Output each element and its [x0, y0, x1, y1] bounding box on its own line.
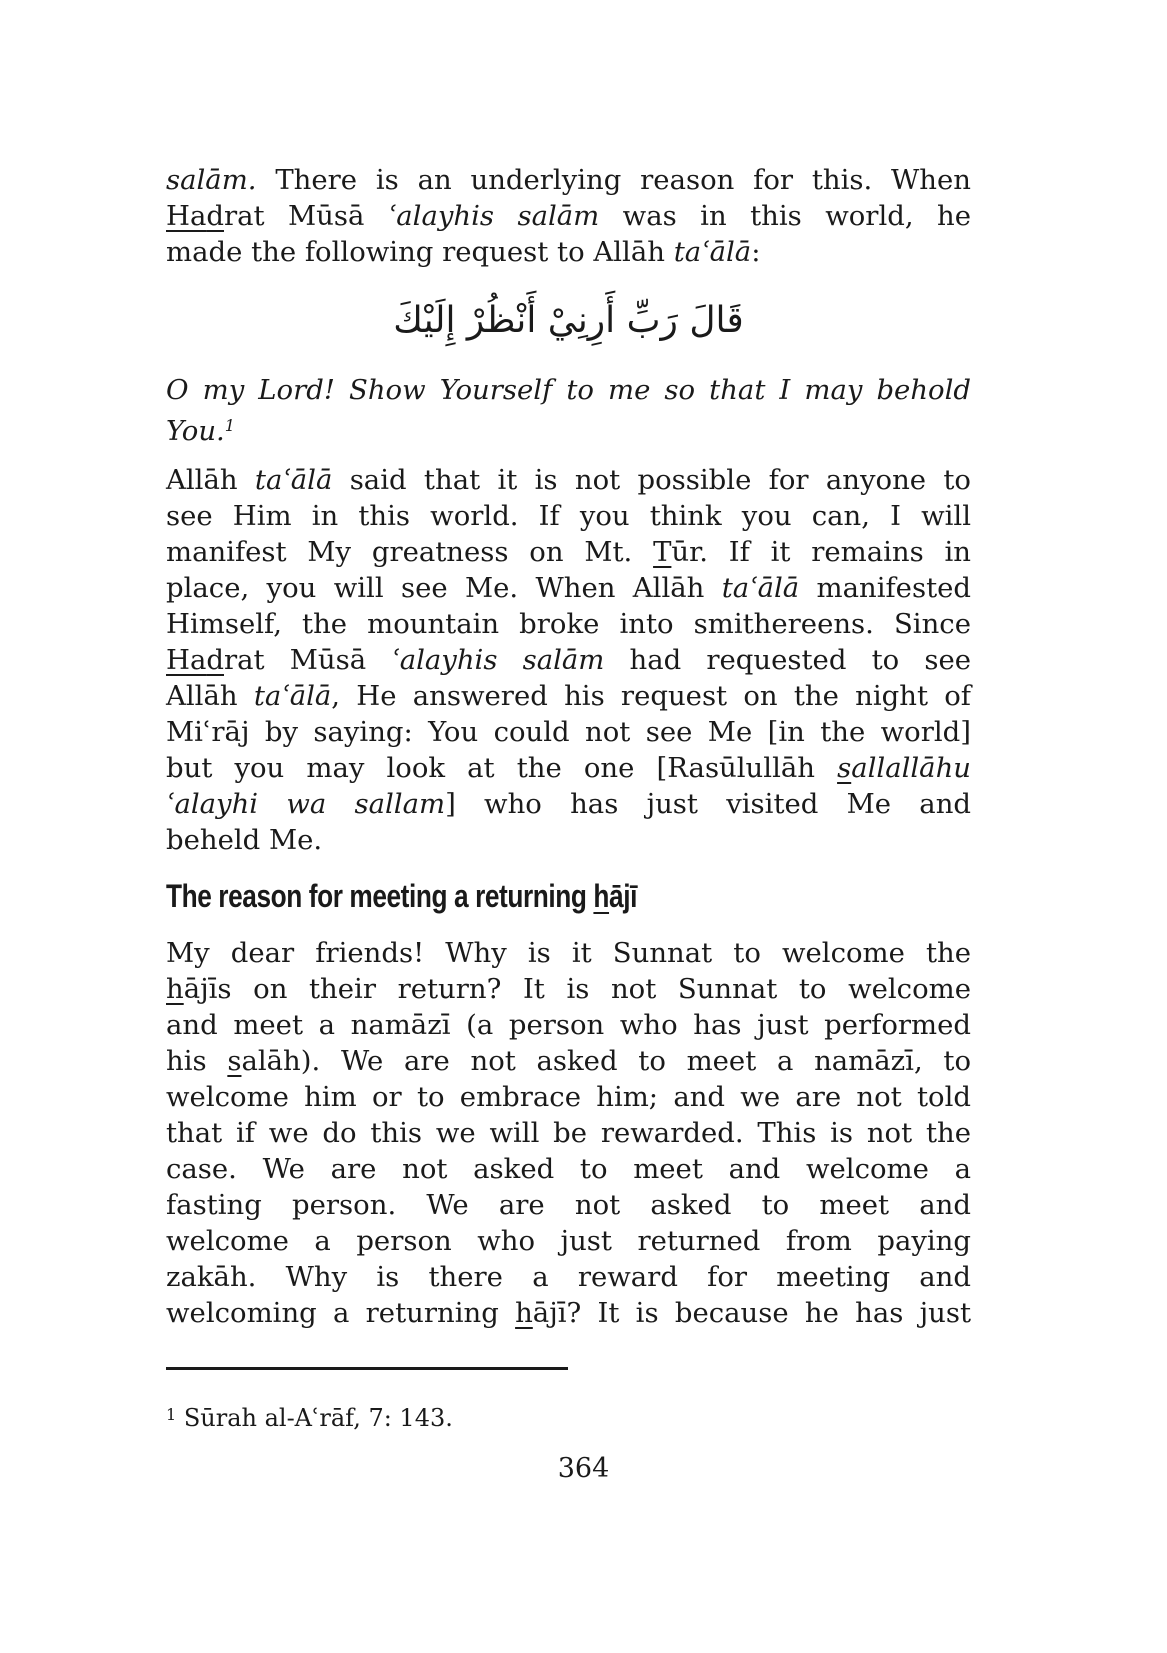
text-run: rat Mūsā [224, 644, 392, 676]
underlined-letter: h [515, 1297, 533, 1329]
text-line: beheld Me. [166, 824, 323, 856]
text-run: The reason for meeting a returning [166, 878, 594, 914]
text-run: manifested [799, 572, 972, 604]
italic-term: ʿalayhis salām [391, 644, 605, 676]
page-number: 364 [557, 1453, 610, 1484]
italic-term: taʿālā [254, 464, 333, 496]
underlined-letter: h [166, 973, 184, 1005]
text-run: manifest My greatness on Mt. [166, 536, 654, 568]
underlined-letter: T [653, 536, 672, 568]
text-run: place, you will see Me. When Allāh [166, 572, 722, 604]
text-run: Allāh [166, 680, 254, 712]
text-line [166, 534, 971, 570]
paragraph-2 [166, 462, 971, 858]
text-line [166, 750, 971, 786]
italic-term: ʿalayhis salām [387, 200, 600, 232]
text-run: had requested to see [604, 644, 971, 676]
text-line [166, 1043, 971, 1079]
underlined-letters: Ha [166, 200, 207, 232]
italic-term: allallāhu [851, 752, 971, 784]
text-run: : [751, 236, 761, 268]
text-run: ] who has just visited Me and [445, 788, 972, 820]
italic-term: taʿālā [253, 680, 332, 712]
paragraph-3 [166, 935, 971, 1331]
section-heading [166, 876, 637, 916]
text-line: welcome a person who just returned from paying [166, 1225, 971, 1257]
underlined-letter: s [227, 1045, 242, 1077]
underlined-letter: d [206, 200, 224, 232]
italic-term: taʿālā [673, 236, 752, 268]
text-line [166, 971, 971, 1007]
italic-term: taʿālā [721, 572, 800, 604]
text-run: was in this world, he [599, 200, 972, 232]
text-line: O my Lord! Show Yourself to me so that I may behold [166, 374, 971, 406]
text-run: ājī [609, 878, 637, 914]
text-line: fasting person. We are not asked to meet and [166, 1189, 971, 1221]
text-line: see Him in this world. If you think you can, I will [166, 500, 971, 532]
footnote [166, 1400, 453, 1433]
underlined-letters: Ha [166, 644, 207, 676]
text-line [166, 234, 971, 270]
underlined-letter: h [593, 878, 610, 914]
text-run: his [166, 1045, 228, 1077]
text-run: ājīs on their return? It is not Sunnat to welcome [183, 973, 971, 1005]
text-run: You. [166, 415, 225, 447]
text-line [166, 786, 971, 822]
footnote-number: 1 [166, 1405, 177, 1424]
text-line: that if we do this we will be rewarded. This is not the [166, 1117, 971, 1149]
text-line [166, 462, 971, 498]
footnote-reference[interactable]: 1 [224, 416, 235, 435]
italic-term: salām. [166, 164, 257, 196]
text-run: , He answered his request on the night of [331, 680, 971, 712]
text-line [166, 162, 971, 198]
text-run: alāh). We are not asked to meet a namāzī, to [241, 1045, 971, 1077]
text-run: ūr. If it remains in [671, 536, 971, 568]
text-run: welcoming a returning [166, 1297, 516, 1329]
underlined-letter: d [206, 644, 224, 676]
footnote-separator [166, 1367, 568, 1370]
paragraph-1 [166, 162, 971, 270]
verse-translation [166, 372, 971, 449]
text-line: My dear friends! Why is it Sunnat to welcome the [166, 937, 971, 969]
text-line: case. We are not asked to meet and welcome a [166, 1153, 971, 1185]
text-run: ājī? It is because he has just [532, 1297, 971, 1329]
text-line [166, 198, 971, 234]
footnote-text: Sūrah al-Aʿrāf, 7: 143. [176, 1404, 453, 1432]
italic-term: ʿalayhi wa sallam [166, 788, 446, 820]
text-run: made the following request to Allāh [166, 236, 674, 268]
text-run: said that it is not possible for anyone to [332, 464, 971, 496]
text-line: and meet a namāzī (a person who has just performed [166, 1009, 971, 1041]
text-line [166, 678, 971, 714]
text-line: Himself, the mountain broke into smithereens. Since [166, 608, 971, 640]
text-run: rat Mūsā [224, 200, 388, 232]
text-run: Allāh [166, 464, 255, 496]
text-line: welcome him or to embrace him; and we are not told [166, 1081, 971, 1113]
text-run: There is an underlying reason for this. When [256, 164, 971, 196]
text-line [166, 642, 971, 678]
text-line [166, 1295, 971, 1331]
text-line [166, 408, 971, 449]
text-line: Miʿrāj by saying: You could not see Me [in the world] [166, 716, 971, 748]
arabic-verse: قَالَ رَبِّ أَرِنِيْ أَنْظُرْ إِلَيْكَ [393, 300, 744, 341]
text-line [166, 570, 971, 606]
text-run: but you may look at the one [Rasūlullāh [166, 752, 838, 784]
text-line: zakāh. Why is there a reward for meeting and [166, 1261, 971, 1293]
underlined-letter: s [837, 752, 852, 784]
